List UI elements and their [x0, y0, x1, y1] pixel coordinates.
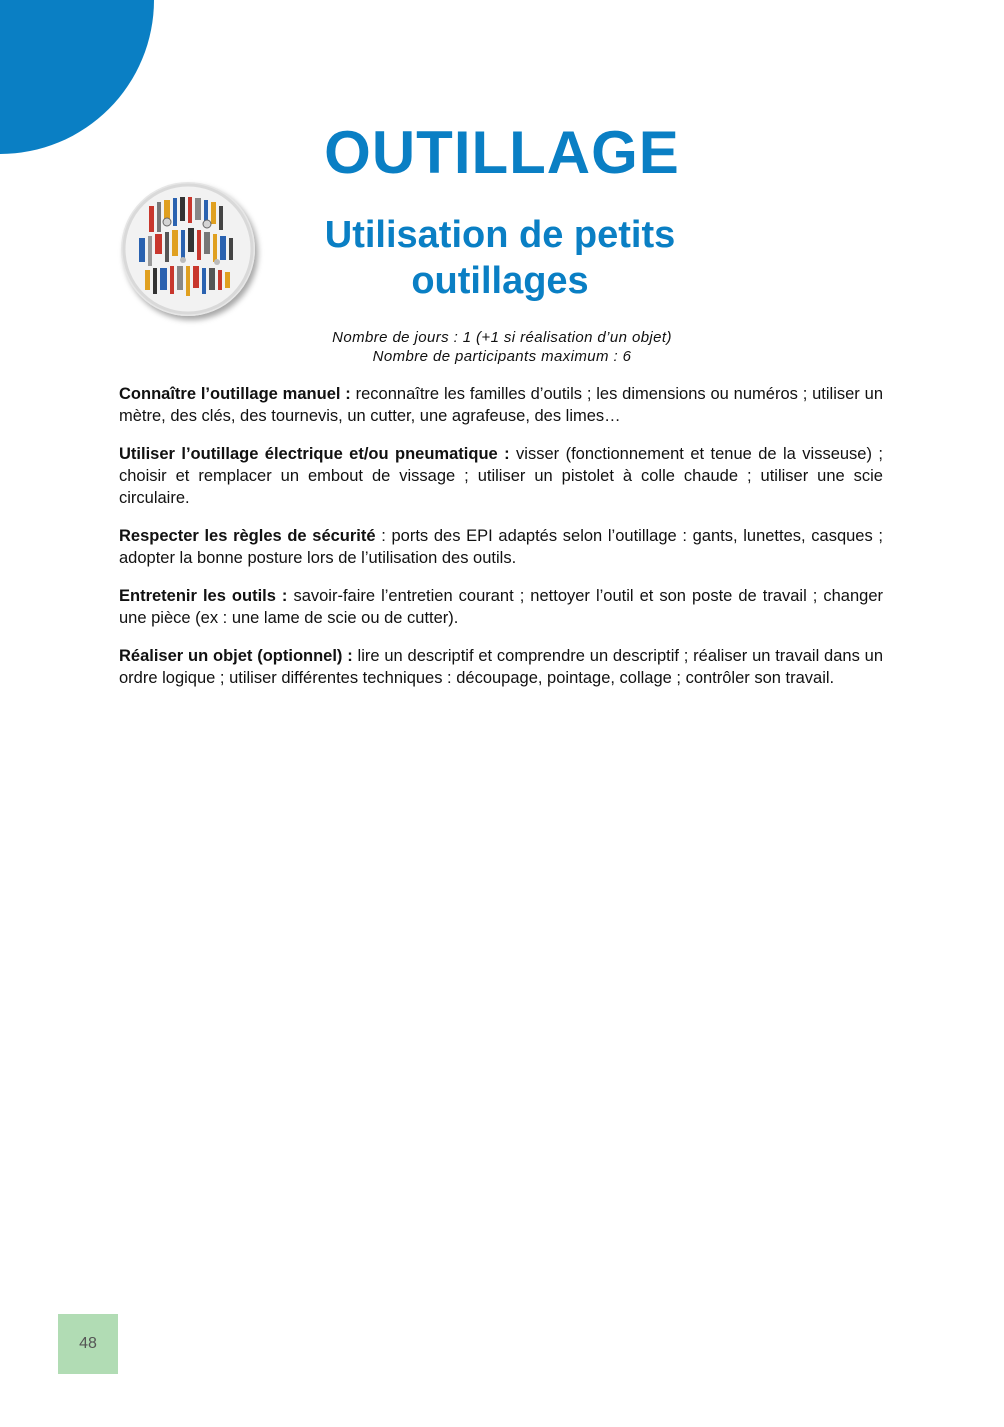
section-heading: Utiliser l’outillage électrique et/ou pneumatique :: [119, 445, 510, 463]
page-subtitle: Utilisation de petits outillages: [324, 214, 676, 302]
page-number: 48: [79, 1335, 97, 1352]
tools-collection-icon: [121, 182, 255, 316]
section-heading: Entretenir les outils :: [119, 587, 288, 605]
days-info: Nombre de jours : 1 (+1 si réalisation d’un objet): [332, 329, 672, 346]
section-paragraph: [119, 383, 883, 427]
section-paragraph: [119, 585, 883, 629]
course-info: [0, 328, 1004, 366]
section-heading: Réaliser un objet (optionnel) :: [119, 647, 353, 665]
section-text: lire un descriptif et comprendre un descriptif ; réaliser un travail dans un ordre logique ; utiliser différentes techniques : découpage, pointage, collage ; contrôler son travail.: [119, 647, 883, 687]
section-paragraph: [119, 443, 883, 509]
page-number-badge: [58, 1314, 118, 1374]
page-title: OUTILLAGE: [324, 119, 680, 186]
participants-info: Nombre de participants maximum : 6: [372, 348, 632, 365]
section-text: visser (fonctionnement et tenue de la visseuse) ; choisir et remplacer un embout de vissage ; utiliser un pistolet à colle chaude ; utiliser une scie circulaire.: [119, 445, 883, 507]
section-paragraph: [119, 645, 883, 689]
content-body: [119, 383, 883, 705]
section-text: : ports des EPI adaptés selon l’outillage : gants, lunettes, casques ; adopter la bonne posture lors de l’utilisation des outils.: [119, 527, 883, 567]
section-heading: Connaître l’outillage manuel :: [119, 385, 351, 403]
section-text: savoir-faire l’entretien courant ; nettoyer l’outil et son poste de travail ; changer une pièce (ex : une lame de scie ou de cutter).: [119, 587, 883, 627]
section-heading: Respecter les règles de sécurité: [119, 527, 376, 545]
section-text: reconnaître les familles d’outils ; les dimensions ou numéros ; utiliser un mètre, des clés, des tournevis, un cutter, une agrafeuse, des limes…: [119, 385, 883, 425]
section-paragraph: [119, 525, 883, 569]
